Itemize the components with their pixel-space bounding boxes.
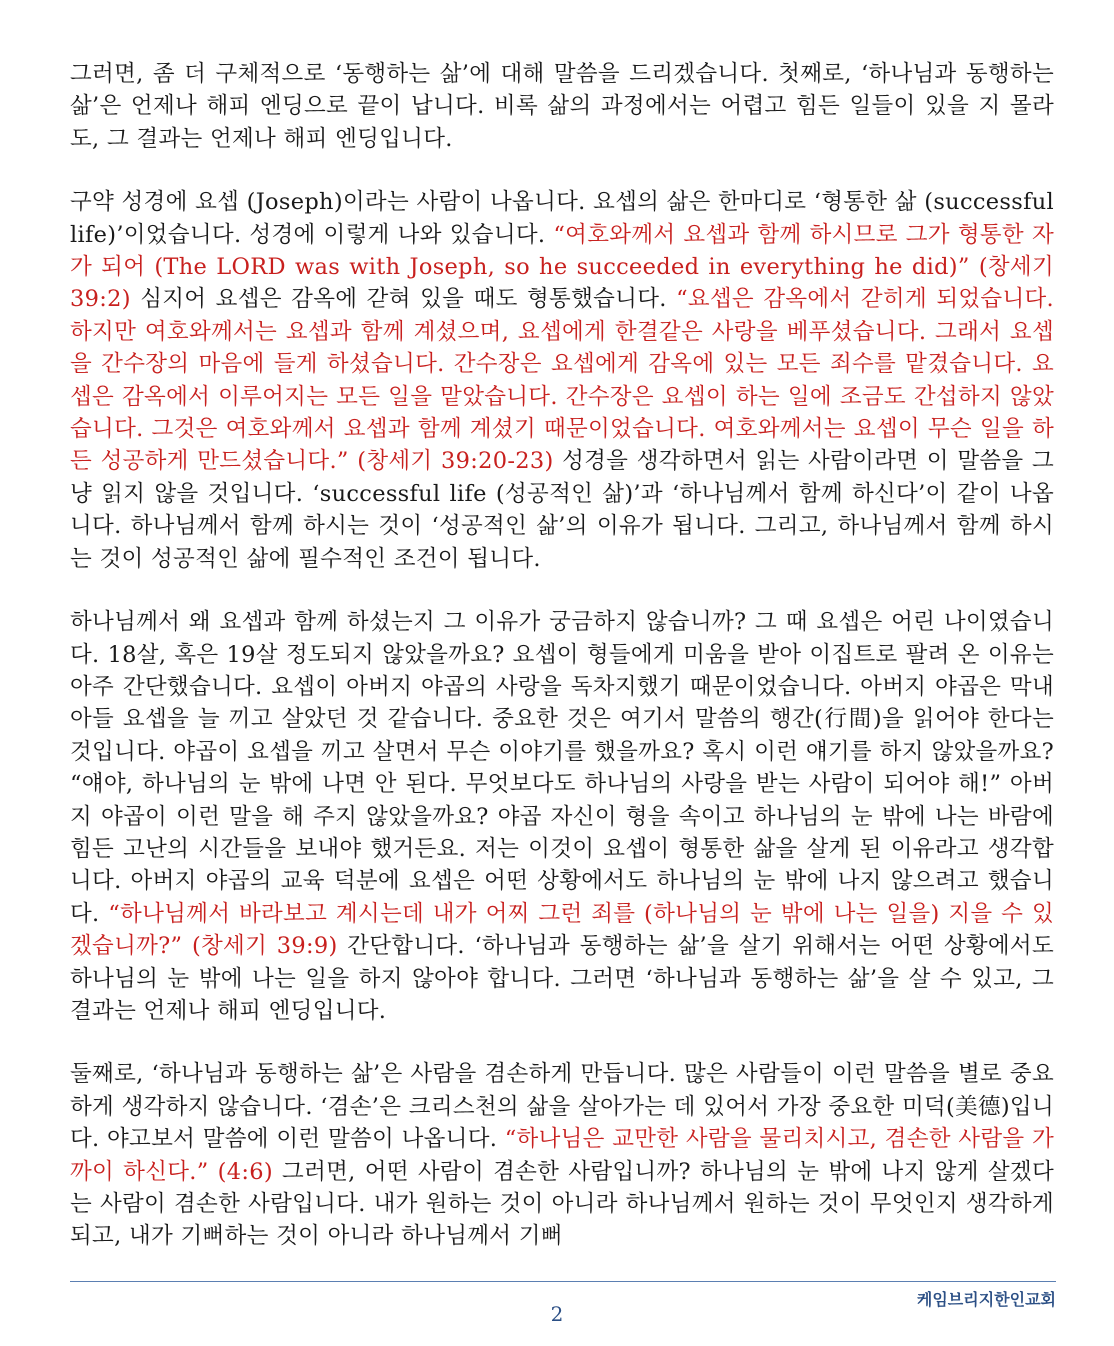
paragraph-text: 둘째로, ‘하나님과 동행하는 삶’은 사람을 겸손하게 만듭니다. 많은 사람들이 이런 말씀을 별로 중요하게 생각하지 않습니다. ‘겸손’은 크리스천의 삶을 살아가는 데 있어서 가장 중요한 미덕(美德)입니다. 야고보서 말씀에 이런 말씀이 나옵니다. [70,1061,1054,1153]
scripture-quote: “여호와께서 요셉과 함께 하시므로 그가 형통한 자가 되어 (The LORD was with Joseph, so he succeeded in everything he did)” (창세기 39:2) [70,221,1054,313]
paragraph-text: 그러면, 어떤 사람이 겸손한 사람입니까? 하나님의 눈 밖에 나지 않게 살겠다는 사람이 겸손한 사람입니다. 내가 원하는 것이 아니라 하나님께서 원하는 것이 무엇인지 생각하게 되고, 내가 기뻐하는 것이 아니라 하나님께서 기뻐 [70,1158,1054,1250]
sermon-body [70,58,1054,1284]
paragraph-text: 심지어 요셉은 감옥에 갇혀 있을 때도 형통했습니다. [130,286,677,313]
paragraph-text: 하나님께서 왜 요셉과 함께 하셨는지 그 이유가 궁금하지 않습니까? 그 때 요셉은 어린 나이였습니다. 18살, 혹은 19살 정도되지 않았을까요? 요셉이 형들에게 미움을 받아 이집트로 팔려 온 이유는 아주 간단했습니다. 요셉이 아버지 야곱의 사랑을 독차지했기 때문이었습니다. 아버지 야곱은 막내 아들 요셉을 늘 끼고 살았던 것 같습니다. 중요한 것은 여기서 말씀의 행간(行間)을 읽어야 한다는 것입니다. 야곱이 요셉을 끼고 살면서 무슨 이야기를 했을까요? 혹시 이런 얘기를 하지 않았을까요? “얘야, 하나님의 눈 밖에 나면 안 된다. 무엇보다도 하나님의 사랑을 받는 사람이 되어야 해!” 아버지 야곱이 이런 말을 해 주지 않았을까요? 야곱 자신이 형을 속이고 하나님의 눈 밖에 나는 바람에 힘든 고난의 시간들을 보내야 했거든요. 저는 이것이 요셉이 형통한 삶을 살게 된 이유라고 생각합니다. 아버지 야곱의 교육 덕분에 요셉은 어떤 상황에서도 하나님의 눈 밖에 나지 않으려고 했습니다. [70,609,1054,927]
paragraph-2 [70,186,1054,575]
paragraph-4 [70,1058,1054,1252]
paragraph-text: 구약 성경에 요셉 (Joseph)이라는 사람이 나옵니다. 요셉의 삶은 한마디로 ‘형통한 삶 (successful life)’이었습니다. 성경에 이렇게 나와 있습니다. [70,189,1054,248]
footer-divider [70,1281,1056,1282]
page-number: 2 [550,1302,564,1326]
paragraph-text: 간단합니다. ‘하나님과 동행하는 삶’을 살기 위해서는 어떤 상황에서도 하나님의 눈 밖에 나는 일을 하지 않아야 합니다. 그러면 ‘하나님과 동행하는 삶’을 살 수 있고, 그 결과는 언제나 해피 엔딩입니다. [70,933,1054,1024]
paragraph-text: 성경을 생각하면서 읽는 사람이라면 이 말씀을 그냥 읽지 않을 것입니다. ‘successful life (성공적인 삶)’과 ‘하나님께서 함께 하신다’이 같이 나옵니다. 하나님께서 함께 하시는 것이 ‘성공적인 삶’의 이유가 됩니다. 그리고, 하나님께서 함께 하시는 것이 성공적인 삶에 필수적인 조건이 됩니다. [70,448,1054,572]
scripture-quote: “하나님은 교만한 사람을 물리치시고, 겸손한 사람을 가까이 하신다.” (4:6) [70,1126,1054,1185]
paragraph-3 [70,606,1054,1027]
scripture-quote: “하나님께서 바라보고 계시는데 내가 어찌 그런 죄를 (하나님의 눈 밖에 나는 일을) 지을 수 있겠습니까?” (창세기 39:9) [70,900,1054,960]
paragraph-1 [70,58,1054,155]
scripture-quote: “요셉은 감옥에서 갇히게 되었습니다. 하지만 여호와께서는 요셉과 함께 계셨으며, 요셉에게 한결같은 사랑을 베푸셨습니다. 그래서 요셉을 간수장의 마음에 들게 하셨습니다. 간수장은 요셉에게 감옥에 있는 모든 죄수를 맡겼습니다. 요셉은 감옥에서 이루어지는 모든 일을 맡았습니다. 간수장은 요셉이 하는 일에 조금도 간섭하지 않았습니다. 그것은 여호와께서 요셉과 함께 계셨기 때문이었습니다. 여호와께서는 요셉이 무슨 일을 하든 성공하게 만드셨습니다.” (창세기 39:20-23) [70,286,1054,475]
footer-church-name: 케임브리지한인교회 [916,1290,1056,1309]
paragraph-text: 그러면, 좀 더 구체적으로 ‘동행하는 삶’에 대해 말씀을 드리겠습니다. 첫째로, ‘하나님과 동행하는 삶’은 언제나 해피 엔딩으로 끝이 납니다. 비록 삶의 과정에서는 어렵고 힘든 일들이 있을 지 몰라도, 그 결과는 언제나 해피 엔딩입니다. [70,61,1054,152]
